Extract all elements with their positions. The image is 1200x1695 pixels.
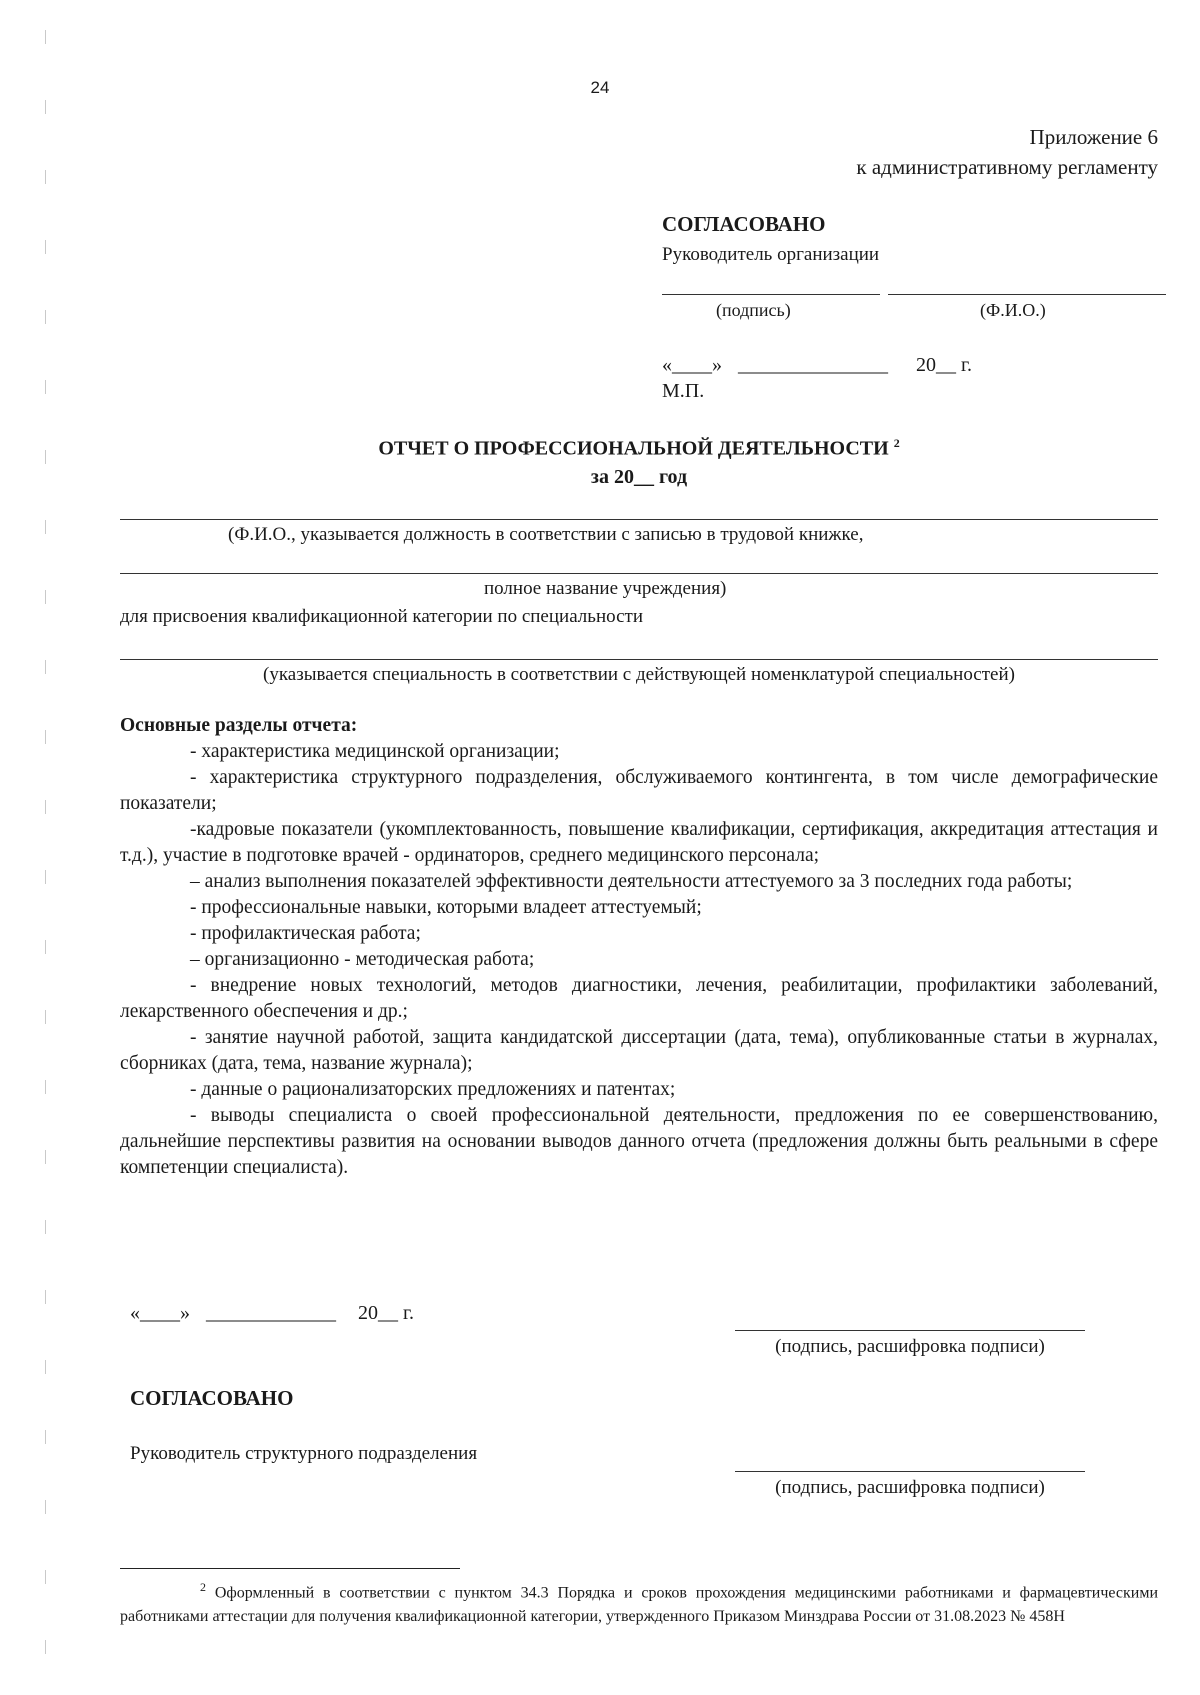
footnote-separator — [120, 1568, 460, 1569]
institution-input-line — [120, 573, 1158, 574]
signature-caption: (подпись) — [716, 300, 791, 320]
caption-fio-position: (Ф.И.О., указывается должность в соответствии с записью в трудовой книжке, — [228, 524, 864, 545]
footnote-mark: 2 — [200, 1580, 206, 1594]
bottom-date-quote: «____» — [130, 1302, 190, 1324]
scan-margin-marks — [45, 0, 47, 1695]
list-item: - данные о рационализаторских предложениях и патентах; — [190, 1079, 676, 1100]
bottom-signature-caption: (подпись, расшифровка подписи) — [775, 1336, 1045, 1357]
appendix-heading — [600, 122, 1158, 182]
specialty-input-line — [120, 659, 1158, 660]
bottom-date-line: _____________ — [206, 1302, 336, 1324]
page-number: 24 — [590, 78, 610, 97]
appendix-line-1: Приложение 6 — [1029, 125, 1158, 149]
fio-caption: (Ф.И.О.) — [980, 300, 1046, 320]
list-item: - характеристика медицинской организации; — [190, 741, 560, 762]
list-item: - выводы специалиста о своей профессиональной деятельности, предложения по ее совершенствованию, дальнейшие перспективы развития на основании выводов данного отчета (предложения должны быть реальными в сфере компетенции специалиста). — [120, 1105, 1158, 1178]
report-footnote-mark: 2 — [893, 436, 900, 450]
list-item: - занятие научной работой, защита кандидатской диссертации (дата, тема), опубликованные статьи в журналах, сборниках (дата, тема, название журнала); — [120, 1027, 1158, 1074]
list-item: - внедрение новых технологий, методов диагностики, лечения, реабилитации, профилактики заболеваний, лекарственного обеспечения и др.; — [120, 975, 1158, 1022]
report-year-line: за 20__ год — [590, 466, 688, 488]
sections-block — [120, 713, 1158, 1181]
approval-year: 20__ г. — [916, 354, 972, 376]
approval-date-quote: «____» — [662, 354, 722, 376]
signature-line — [662, 294, 880, 295]
caption-institution: полное название учреждения) — [484, 578, 727, 599]
appendix-line-2: к административному регламенту — [856, 155, 1158, 179]
bottom-approval-role: Руководитель структурного подразделения — [130, 1443, 478, 1464]
footnote — [120, 1575, 1158, 1629]
purpose-line: для присвоения квалификационной категории по специальности — [120, 606, 643, 627]
bottom-year: 20__ г. — [358, 1302, 414, 1324]
bottom-signature-caption-2: (подпись, расшифровка подписи) — [775, 1477, 1045, 1498]
list-item: – организационно - методическая работа; — [190, 949, 535, 970]
fio-input-line — [120, 519, 1158, 520]
approval-title: СОГЛАСОВАНО — [662, 212, 826, 236]
stamp-label: М.П. — [662, 380, 705, 402]
bottom-signature-line — [735, 1330, 1085, 1331]
fio-line — [888, 294, 1166, 295]
list-item: -кадровые показатели (укомплектованность, повышение квалификации, сертификация, аккредитация аттестация и т.д.), участие в подготовке врачей - ординаторов, среднего медицинского персонала; — [120, 819, 1158, 866]
list-item: - характеристика структурного подразделения, обслуживаемого контингента, в том числе демографические показатели; — [120, 767, 1158, 814]
report-title — [120, 436, 1158, 461]
bottom-signature-line-2 — [735, 1471, 1085, 1472]
report-title-text: ОТЧЕТ О ПРОФЕССИОНАЛЬНОЙ ДЕЯТЕЛЬНОСТИ — [378, 437, 889, 460]
bottom-approval-title: СОГЛАСОВАНО — [130, 1386, 294, 1410]
caption-specialty: (указывается специальность в соответствии с действующей номенклатурой специальностей) — [263, 664, 1015, 685]
list-item: - профессиональные навыки, которыми владеет аттестуемый; — [190, 897, 702, 918]
approval-date-line: _______________ — [738, 354, 888, 376]
list-item: – анализ выполнения показателей эффективности деятельности аттестуемого за 3 последних года работы; — [190, 871, 1073, 892]
approval-role: Руководитель организации — [662, 244, 880, 265]
footnote-text: Оформленный в соответствии с пунктом 34.3 Порядка и сроков прохождения медицинскими работниками и фармацевтическими работниками аттестации для получения квалификационной категории, утвержденного Приказом Минздрава России от 31.08.2023 № 458Н — [120, 1584, 1159, 1626]
sections-heading: Основные разделы отчета: — [120, 715, 358, 736]
list-item: - профилактическая работа; — [190, 923, 421, 944]
